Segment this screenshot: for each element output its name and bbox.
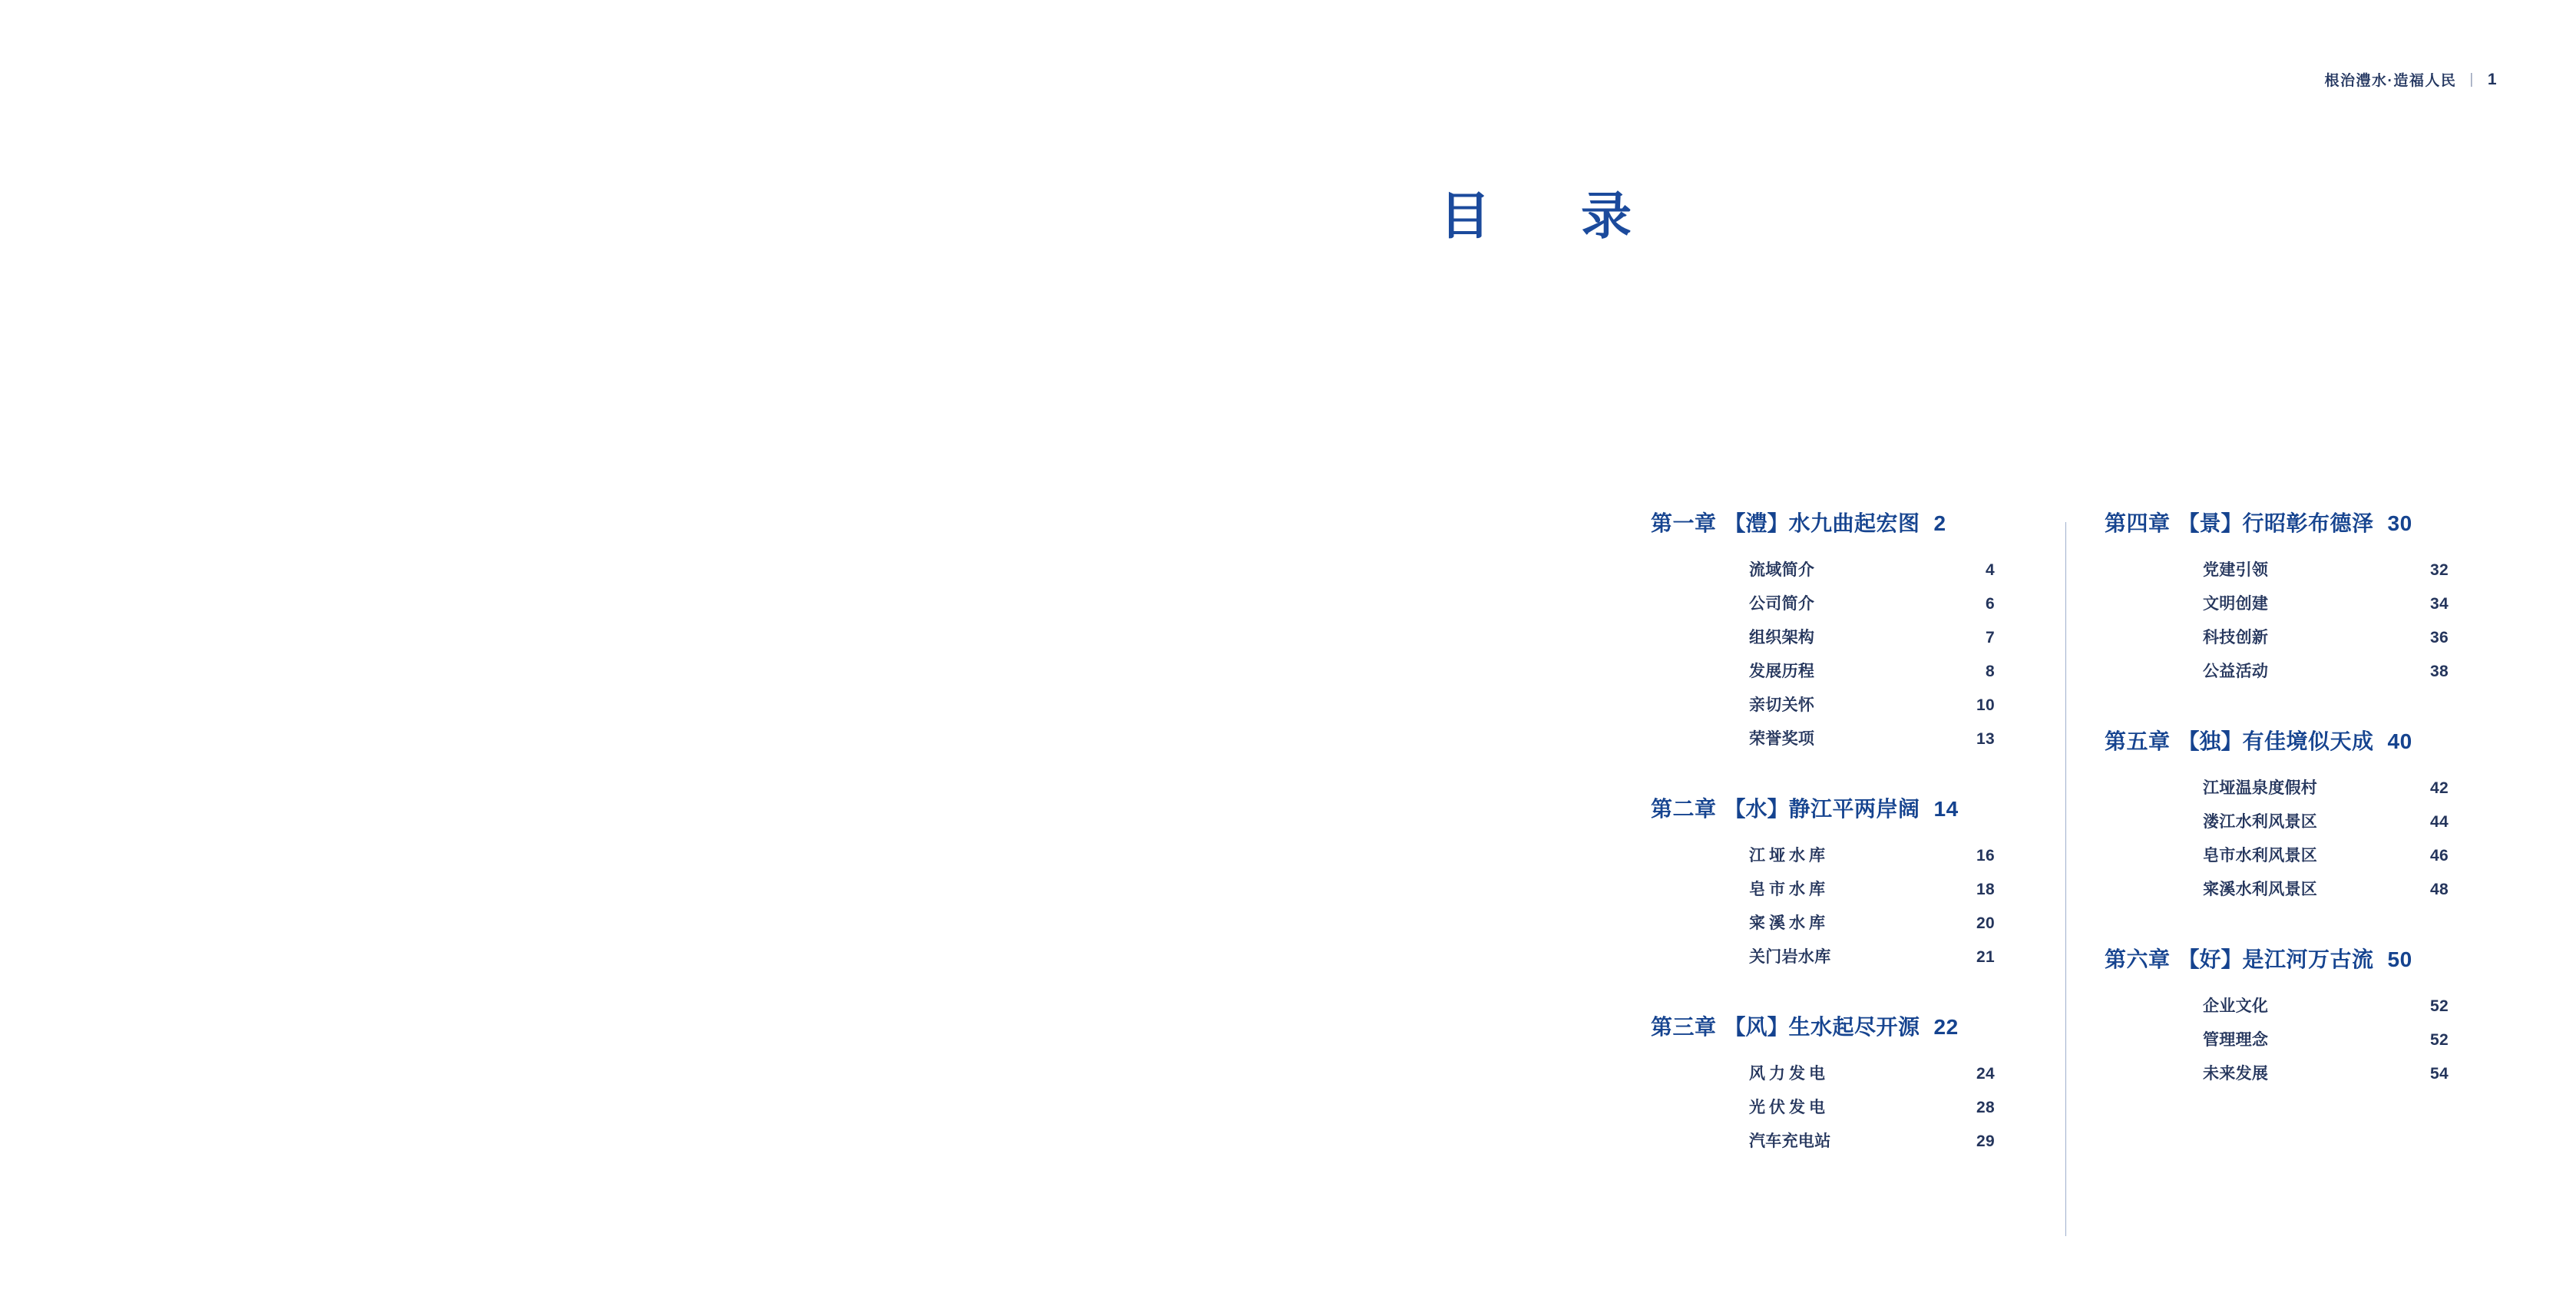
chapter-title: 是江河万古流 bbox=[2242, 947, 2374, 971]
toc-entry-label: 亲切关怀 bbox=[1749, 696, 1815, 714]
chapter-page: 22 bbox=[1933, 1015, 1959, 1039]
running-header-page-number: 1 bbox=[2487, 70, 2498, 88]
chapter-heading[interactable] bbox=[1651, 792, 2019, 823]
toc-entry[interactable] bbox=[1749, 625, 1995, 648]
toc-entry-page: 42 bbox=[2430, 779, 2449, 797]
toc-entry-page: 10 bbox=[1976, 696, 1995, 714]
toc-entry-page: 48 bbox=[2430, 881, 2449, 898]
toc-entry[interactable] bbox=[2203, 843, 2449, 866]
toc-entry-page: 28 bbox=[1976, 1099, 1995, 1116]
chapter-block bbox=[1651, 792, 2019, 967]
toc-entry[interactable] bbox=[2203, 1061, 2449, 1084]
chapter-entries bbox=[1651, 843, 2019, 967]
chapter-bracket: 【澧】 bbox=[1724, 511, 1789, 535]
toc-entry-label: 党建引领 bbox=[2203, 561, 2269, 579]
toc-entry-label: 皂市水库 bbox=[1749, 881, 1829, 898]
chapter-heading[interactable] bbox=[1651, 1010, 2019, 1041]
toc-entry-page: 52 bbox=[2430, 1031, 2449, 1049]
toc-entry[interactable] bbox=[1749, 693, 1995, 716]
chapter-label: 第一章 bbox=[1651, 511, 1717, 535]
toc-entry-label: 皂市水利风景区 bbox=[2203, 847, 2318, 865]
chapter-block bbox=[2105, 725, 2473, 900]
toc-entry-label: 光伏发电 bbox=[1749, 1099, 1829, 1116]
toc-entry-page: 8 bbox=[1986, 663, 1995, 680]
chapter-bracket: 【好】 bbox=[2178, 947, 2243, 971]
column-divider bbox=[2065, 522, 2066, 1236]
chapter-heading[interactable] bbox=[2105, 507, 2473, 537]
toc-entry-page: 21 bbox=[1976, 948, 1995, 966]
toc-entry-label: 组织架构 bbox=[1749, 629, 1815, 646]
toc-entry[interactable] bbox=[1749, 843, 1995, 866]
chapter-title: 水九曲起宏图 bbox=[1788, 511, 1920, 535]
toc-entry-label: 公益活动 bbox=[2203, 663, 2269, 680]
chapter-block bbox=[2105, 943, 2473, 1084]
chapter-label: 第四章 bbox=[2105, 511, 2171, 535]
toc-entry-label: 江垭温泉度假村 bbox=[2203, 779, 2318, 797]
chapter-block bbox=[1651, 1010, 2019, 1152]
toc-entry[interactable] bbox=[1749, 1061, 1995, 1084]
chapter-title: 静江平两岸阔 bbox=[1788, 797, 1920, 821]
running-header-separator: | bbox=[2469, 71, 2475, 88]
chapter-block bbox=[2105, 507, 2473, 682]
chapter-label: 第二章 bbox=[1651, 797, 1717, 821]
chapter-bracket: 【水】 bbox=[1724, 797, 1789, 821]
toc-entry[interactable] bbox=[1749, 591, 1995, 614]
toc-entry-page: 46 bbox=[2430, 847, 2449, 865]
chapter-label: 第六章 bbox=[2105, 947, 2171, 971]
toc-entry-page: 34 bbox=[2430, 595, 2449, 613]
toc-entry[interactable] bbox=[2203, 775, 2449, 798]
toc-entry-label: 溇江水利风景区 bbox=[2203, 813, 2318, 831]
chapter-block bbox=[1651, 507, 2019, 749]
toc-entry-page: 36 bbox=[2430, 629, 2449, 646]
toc-entry-page: 7 bbox=[1986, 629, 1995, 646]
toc-entry-label: 企业文化 bbox=[2203, 997, 2269, 1015]
toc-entry[interactable] bbox=[2203, 877, 2449, 900]
toc-entry-page: 16 bbox=[1976, 847, 1995, 865]
toc-entry-label: 江垭水库 bbox=[1749, 847, 1829, 865]
chapter-page: 30 bbox=[2387, 511, 2412, 535]
toc-entry[interactable] bbox=[2203, 591, 2449, 614]
toc-entry-label: 荣誉奖项 bbox=[1749, 730, 1815, 748]
toc-entry[interactable] bbox=[1749, 944, 1995, 967]
toc-entry-label: 文明创建 bbox=[2203, 595, 2269, 613]
toc-entry-page: 18 bbox=[1976, 881, 1995, 898]
chapter-label: 第五章 bbox=[2105, 729, 2171, 753]
running-header-brand: 根治澧水·造福人民 bbox=[2324, 73, 2457, 89]
chapter-entries bbox=[1651, 1061, 2019, 1152]
toc-entry-label: 风力发电 bbox=[1749, 1065, 1829, 1083]
toc-column-right bbox=[2091, 507, 2473, 1084]
toc-entry-page: 44 bbox=[2430, 813, 2449, 831]
chapter-entries bbox=[1651, 557, 2019, 749]
toc-entry-label: 管理理念 bbox=[2203, 1031, 2269, 1049]
toc-entry-page: 20 bbox=[1976, 914, 1995, 932]
chapter-page: 14 bbox=[1933, 797, 1959, 821]
chapter-label: 第三章 bbox=[1651, 1015, 1717, 1039]
chapter-page: 40 bbox=[2387, 729, 2412, 753]
toc-entry-label: 流域简介 bbox=[1749, 561, 1815, 579]
chapter-title: 生水起尽开源 bbox=[1788, 1015, 1920, 1039]
chapter-heading[interactable] bbox=[1651, 507, 2019, 537]
toc-entry[interactable] bbox=[2203, 659, 2449, 682]
toc-entry[interactable] bbox=[2203, 994, 2449, 1017]
toc-entry-page: 32 bbox=[2430, 561, 2449, 579]
running-header bbox=[2325, 69, 2498, 90]
toc-entry-label: 关门岩水库 bbox=[1749, 948, 1831, 966]
toc-entry-label: 宷溪水库 bbox=[1749, 914, 1829, 932]
chapter-bracket: 【风】 bbox=[1724, 1015, 1789, 1039]
toc-entry-page: 29 bbox=[1976, 1132, 1995, 1150]
chapter-heading[interactable] bbox=[2105, 943, 2473, 974]
toc-entry-page: 24 bbox=[1976, 1065, 1995, 1083]
toc-entry-page: 4 bbox=[1986, 561, 1995, 579]
toc-entry[interactable] bbox=[1749, 726, 1995, 749]
toc-column-left bbox=[1651, 507, 2065, 1152]
toc-entry-label: 发展历程 bbox=[1749, 663, 1815, 680]
chapter-bracket: 【景】 bbox=[2178, 511, 2243, 535]
chapter-title: 有佳境似天成 bbox=[2242, 729, 2374, 753]
toc-entry-label: 宷溪水利风景区 bbox=[2203, 881, 2318, 898]
toc-entry[interactable] bbox=[1749, 877, 1995, 900]
chapter-title: 行昭彰布德泽 bbox=[2242, 511, 2374, 535]
toc-entry[interactable] bbox=[2203, 1027, 2449, 1050]
toc-entry[interactable] bbox=[2203, 625, 2449, 648]
chapter-entries bbox=[2105, 775, 2473, 900]
toc-entry-label: 未来发展 bbox=[2203, 1065, 2269, 1083]
toc-entry-label: 公司简介 bbox=[1749, 595, 1815, 613]
toc-entry-label: 科技创新 bbox=[2203, 629, 2269, 646]
toc-entry-page: 52 bbox=[2430, 997, 2449, 1015]
toc-entry[interactable] bbox=[2203, 557, 2449, 580]
page-title: 目 录 bbox=[1440, 187, 1652, 244]
toc-entry[interactable] bbox=[1749, 659, 1995, 682]
chapter-page: 2 bbox=[1933, 511, 1946, 535]
chapter-bracket: 【独】 bbox=[2178, 729, 2243, 753]
toc-entry-label: 汽车充电站 bbox=[1749, 1132, 1831, 1150]
toc-entry-page: 54 bbox=[2430, 1065, 2449, 1083]
toc-columns bbox=[1651, 507, 2503, 1236]
toc-entry-page: 38 bbox=[2430, 663, 2449, 680]
chapter-page: 50 bbox=[2387, 947, 2412, 971]
toc-entry-page: 6 bbox=[1986, 595, 1995, 613]
toc-entry[interactable] bbox=[1749, 1129, 1995, 1152]
chapter-entries bbox=[2105, 994, 2473, 1084]
toc-entry[interactable] bbox=[1749, 1095, 1995, 1118]
toc-entry[interactable] bbox=[1749, 911, 1995, 934]
toc-entry[interactable] bbox=[1749, 557, 1995, 580]
toc-entry-page: 13 bbox=[1976, 730, 1995, 748]
toc-entry[interactable] bbox=[2203, 809, 2449, 832]
chapter-heading[interactable] bbox=[2105, 725, 2473, 755]
chapter-entries bbox=[2105, 557, 2473, 682]
